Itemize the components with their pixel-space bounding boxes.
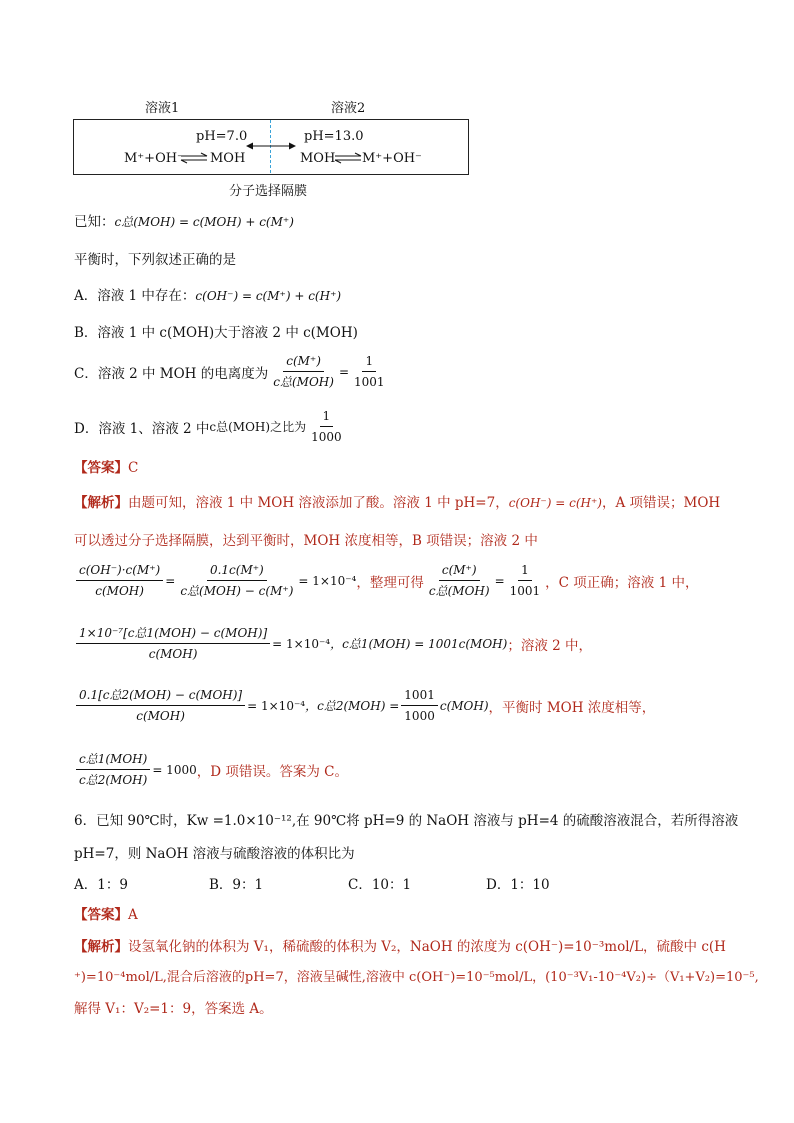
l3-num4: 1 (518, 561, 532, 581)
option-c-eq: = (338, 364, 349, 379)
double-arrow-icon (246, 140, 296, 152)
option-d-text: D．溶液 1、溶液 2 中 (74, 420, 210, 437)
question-6-option-a: A．1：9 (74, 877, 128, 893)
analysis-1-line1b: ，A 项错误；MOH (602, 495, 721, 511)
known-line (74, 210, 294, 230)
known-formula: c总(MOH) = c(MOH) + c(M⁺) (114, 215, 294, 229)
question-6-option-d: D．1：10 (486, 877, 550, 893)
equilibrium-arrow-icon (180, 152, 208, 164)
l6-eq: = 1000 (152, 762, 197, 777)
l3-frac1 (76, 561, 163, 600)
eq-left-reactants: M⁺+OH⁻ (124, 151, 184, 166)
option-c-den: c总(MOH) (273, 375, 334, 389)
option-c-rnum: 1 (362, 352, 376, 372)
l3-den3: c总(MOH) (428, 584, 490, 598)
analysis-1-line3 (74, 561, 698, 600)
analysis-2-text1: 设氢氧化钠的体积为 V₁，稀硫酸的体积为 V₂，NaOH 的浓度为 c(OH⁻)=10⁻³mol/L，硫酸中 c(H (128, 939, 726, 955)
l3-frac3 (426, 561, 493, 600)
membrane-label: 分子选择隔膜 (229, 184, 308, 199)
l3-num2: 0.1c(M⁺) (207, 561, 267, 581)
option-b: B．溶液 1 中 c(MOH)大于溶液 2 中 c(MOH) (74, 325, 358, 341)
solution2-label: 溶液2 (331, 101, 366, 116)
l4-num: 1×10⁻⁷[c总1(MOH) − c(MOH)] (76, 624, 270, 644)
option-a-text: A．溶液 1 中存在： (74, 288, 196, 304)
analysis-1-line5 (74, 686, 655, 725)
eq-left-product: MOH (210, 151, 246, 166)
option-a-formula: c(OH⁻) = c(M⁺) + c(H⁺) (195, 289, 342, 303)
l3-text2: ，C 项正确；溶液 1 中， (545, 574, 699, 591)
ph-left: pH=7.0 (196, 129, 248, 144)
option-c-rden: 1001 (354, 375, 385, 389)
question-stem: 平衡时，下列叙述正确的是 (74, 252, 236, 268)
answer-2-label: 【答案】 (74, 907, 128, 923)
l3-den2: c总(MOH) − c(M⁺) (180, 584, 294, 598)
question-6-option-c: C．10：1 (348, 877, 412, 893)
l3-num3: c(M⁺) (439, 561, 480, 581)
option-d-den: 1000 (311, 430, 342, 444)
l5-ffrac (401, 686, 438, 725)
option-c-fraction (270, 352, 337, 391)
option-c-text: C．溶液 2 中 MOH 的电离度为 (74, 365, 269, 382)
eq-right-reactant: MOH (300, 151, 336, 166)
analysis-1-line2: 可以透过分子选择隔膜，达到平衡时，MOH 浓度相等，B 项错误；溶液 2 中 (74, 533, 538, 549)
l4-formula: ，c总1(MOH) = 1001c(MOH) (330, 637, 508, 651)
l3-den1: c(MOH) (95, 584, 144, 598)
ph-right: pH=13.0 (304, 129, 364, 144)
l4-eq: = 1×10⁻⁴ (272, 636, 331, 651)
l3-frac4 (507, 561, 544, 600)
l6-frac (76, 750, 150, 789)
analysis-2-line2: ⁺)=10⁻⁴mol/L,混合后溶液的pH=7，溶液呈碱性,溶液中 c(OH⁻)=10⁻⁵mol/L，(10⁻³V₁-10⁻⁴V₂)÷（V₁+V₂)=10⁻⁵, (74, 970, 759, 985)
analysis-2-line1 (74, 935, 726, 955)
l3-eq2: = 1×10⁻⁴ (298, 573, 357, 588)
l5-fden: 1000 (404, 709, 435, 723)
answer-2-value: A (128, 907, 138, 923)
analysis-1-formula: c(OH⁻) = c(H⁺) (508, 496, 602, 510)
analysis-1-line6 (74, 750, 348, 789)
l3-eq3: = (494, 573, 505, 588)
question-6-line2: pH=7，则 NaOH 溶液与硫酸溶液的体积比为 (74, 846, 355, 862)
analysis-1-label: 【解析】 (74, 495, 128, 511)
l4-den: c(MOH) (148, 647, 198, 661)
l5-text: ，平衡时 MOH 浓度相等， (488, 699, 656, 716)
option-a (74, 284, 341, 304)
l3-eq1: = (165, 573, 176, 588)
option-c-num: c(M⁺) (283, 352, 324, 372)
l5-num: 0.1[c总2(MOH) − c(MOH)] (76, 686, 245, 706)
l3-text1: ，整理可得 (356, 574, 424, 591)
analysis-1-line1 (74, 491, 720, 511)
solution1-label: 溶液1 (145, 101, 180, 116)
option-c-ratio (351, 352, 388, 391)
known-prefix: 已知： (74, 214, 115, 230)
answer-1-value: C (128, 460, 139, 476)
l5-eq: = 1×10⁻⁴ (247, 698, 306, 713)
l6-den: c总2(MOH) (79, 773, 148, 787)
equilibrium-arrow-icon (334, 152, 362, 164)
analysis-1-line1a: 由题可知，溶液 1 中 MOH 溶液添加了酸。溶液 1 中 pH=7， (128, 495, 509, 511)
answer-1-label: 【答案】 (74, 460, 128, 476)
question-6-option-b: B．9：1 (209, 877, 264, 893)
l5-formula2: c(MOH) (439, 698, 489, 713)
l4-frac (76, 624, 270, 663)
answer-1 (74, 456, 138, 476)
l3-num1: c(OH⁻)·c(M⁺) (76, 561, 163, 581)
eq-right-products: M⁺+OH⁻ (362, 151, 422, 166)
option-d-mid: c总(MOH)之比为 (209, 420, 307, 434)
l6-text: ，D 项错误。答案为 C。 (196, 763, 348, 780)
analysis-2-label: 【解析】 (74, 939, 128, 955)
l5-formula1: ，c总2(MOH) = (305, 699, 400, 713)
option-d (74, 407, 347, 446)
option-d-num: 1 (320, 407, 334, 427)
l5-frac (76, 686, 245, 725)
analysis-2-line3: 解得 V₁：V₂=1：9，答案选 A。 (74, 1001, 273, 1017)
option-d-fraction (308, 407, 345, 446)
l5-fnum: 1001 (401, 686, 438, 706)
option-c (74, 352, 390, 391)
analysis-1-line4 (74, 624, 592, 663)
l5-den: c(MOH) (136, 709, 185, 723)
l3-den4: 1001 (509, 584, 541, 598)
l3-frac2 (177, 561, 296, 600)
question-6-line1: 6．已知 90℃时，Kw =1.0×10⁻¹²,在 90℃将 pH=9 的 NaOH 溶液与 pH=4 的硫酸溶液混合，若所得溶液 (74, 813, 739, 829)
l4-text: ；溶液 2 中， (507, 637, 593, 654)
answer-2 (74, 903, 138, 923)
l6-num: c总1(MOH) (76, 750, 150, 770)
